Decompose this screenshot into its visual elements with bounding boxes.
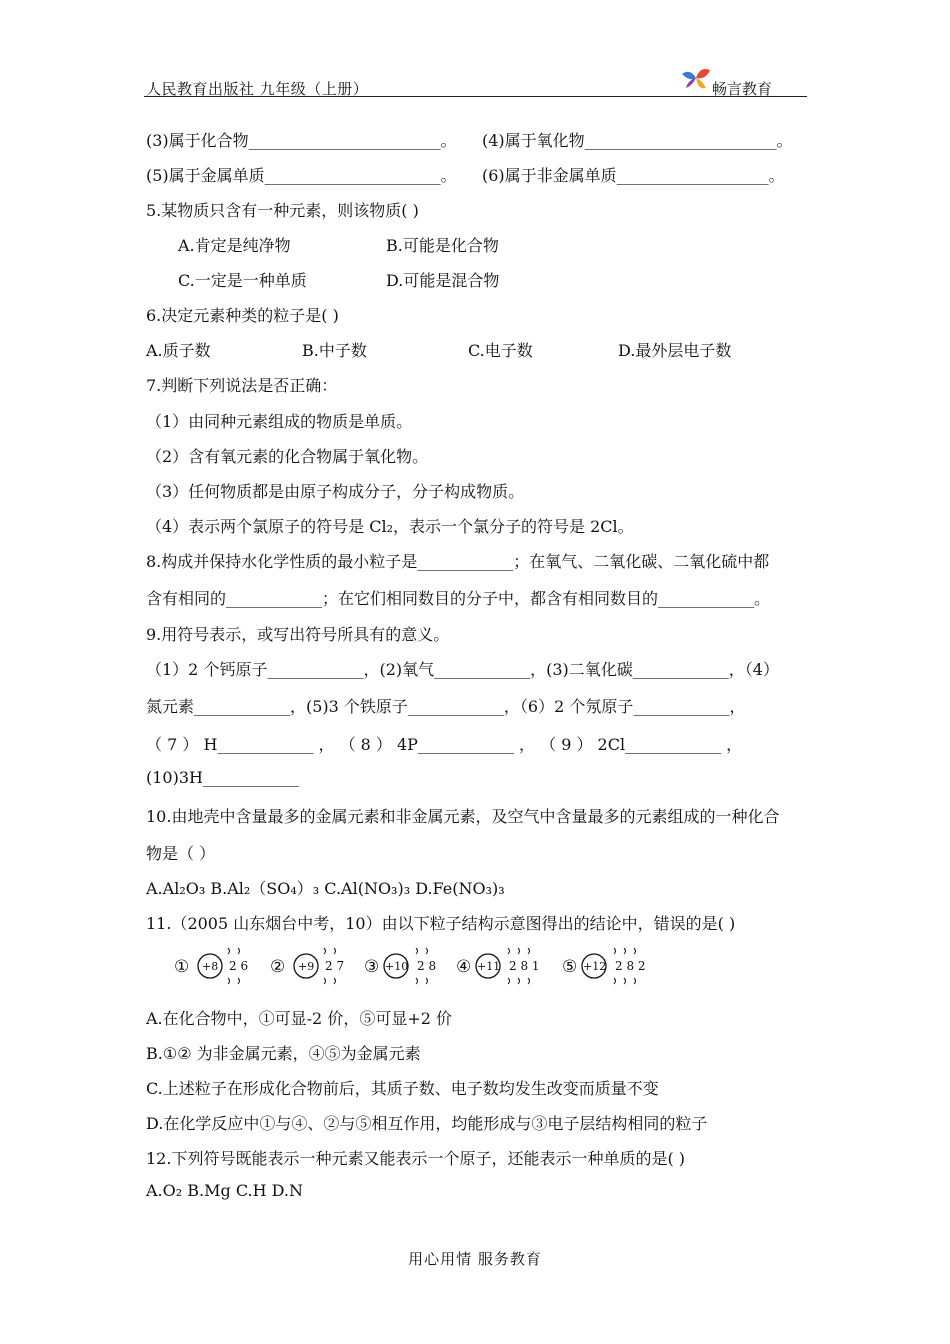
q5-option-a: A.肯定是纯净物 (178, 236, 291, 255)
q7-item-1: （1）由同种元素组成的物质是单质。 (146, 412, 413, 431)
question-11: 11.（2005 山东烟台中考，10）由以下粒子结构示意图得出的结论中，错误的是( ) (146, 914, 736, 933)
q11-option-d: D.在化学反应中①与④、②与⑤相互作用，均能形成与③电子层结构相同的粒子 (146, 1114, 708, 1133)
svg-text:2 8: 2 8 (417, 959, 437, 973)
svg-text:+11: +11 (477, 960, 501, 973)
svg-text:⑤: ⑤ (562, 957, 578, 977)
q4-3: (3)属于化合物________________________。 (146, 131, 457, 150)
q4-6: (6)属于非金属单质___________________。 (482, 166, 785, 185)
q10-options: A.Al₂O₃ B.Al₂（SO₄）₃ C.Al(NO₃)₃ D.Fe(NO₃)₃ (146, 879, 505, 898)
question-10-line1: 10.由地壳中含量最多的金属元素和非金属元素，及空气中含量最多的元素组成的一种化合 (146, 807, 780, 826)
svg-text:+10: +10 (385, 960, 409, 973)
q7-item-2: （2）含有氧元素的化合物属于氧化物。 (146, 447, 429, 466)
q11-option-a: A.在化合物中，①可显-2 价，⑤可显+2 价 (146, 1009, 452, 1028)
q6-option-d: D.最外层电子数 (618, 341, 732, 360)
q11-option-c: C.上述粒子在形成化合物前后，其质子数、电子数均发生改变而质量不变 (146, 1079, 659, 1098)
header-divider (144, 96, 807, 97)
q5-option-d: D.可能是混合物 (386, 271, 500, 290)
svg-text:④: ④ (456, 957, 472, 977)
q9-line3: （ 7 ） H____________ ， （ 8 ） 4P____________ ， （ 9 ） 2Cl____________ ， (146, 735, 743, 754)
question-9: 9.用符号表示，或写出符号所具有的意义。 (146, 625, 450, 644)
atom-4 (456, 948, 540, 984)
changyan-logo-icon (680, 66, 712, 94)
question-8-line2: 含有相同的____________；在它们相同数目的分子中，都含有相同数目的____________。 (146, 589, 771, 608)
question-12: 12.下列符号既能表示一种元素又能表示一个原子，还能表示一种单质的是( ) (146, 1149, 686, 1168)
question-5: 5.某物质只含有一种元素，则该物质( ) (146, 201, 419, 220)
q5-option-c: C.一定是一种单质 (178, 271, 307, 290)
svg-text:③: ③ (364, 957, 380, 977)
q6-option-a: A.质子数 (146, 341, 211, 360)
atom-1 (174, 948, 248, 984)
q4-5: (5)属于金属单质______________________。 (146, 166, 457, 185)
q9-line1: （1）2 个钙原子____________，(2)氧气____________，(3)二氧化碳____________，（4） (146, 660, 779, 679)
svg-text:2 8 2: 2 8 2 (615, 959, 646, 973)
q11-option-b: B.①② 为非金属元素，④⑤为金属元素 (146, 1044, 421, 1063)
question-10-line2: 物是（ ） (146, 844, 216, 863)
q6-option-c: C.电子数 (468, 341, 533, 360)
atom-structure-diagrams (172, 940, 672, 990)
q9-line2: 氮元素____________，(5)3 个铁原子____________，（6）2 个氖原子____________， (146, 697, 746, 716)
svg-text:+8: +8 (202, 960, 219, 973)
q12-options: A.O₂ B.Mg C.H D.N (146, 1181, 303, 1200)
question-7: 7.判断下列说法是否正确： (146, 376, 338, 395)
svg-text:2 6: 2 6 (229, 959, 249, 973)
question-8-line1: 8.构成并保持水化学性质的最小粒子是____________；在氧气、二氧化碳、二氧化硫中都 (146, 552, 770, 571)
atom-1-label: ① (174, 957, 190, 977)
q5-option-b: B.可能是化合物 (386, 236, 499, 255)
q6-option-b: B.中子数 (302, 341, 367, 360)
svg-text:+12: +12 (583, 960, 607, 973)
atom-5 (562, 948, 646, 984)
svg-text:②: ② (270, 957, 286, 977)
svg-text:+9: +9 (298, 960, 315, 973)
svg-text:2 8 1: 2 8 1 (509, 959, 540, 973)
question-6: 6.决定元素种类的粒子是( ) (146, 306, 339, 325)
q7-item-3: （3）任何物质都是由原子构成分子，分子构成物质。 (146, 482, 525, 501)
q9-line4: (10)3H____________ (146, 768, 299, 787)
svg-text:2 7: 2 7 (325, 959, 345, 973)
atom-2 (270, 948, 344, 984)
q7-item-4: （4）表示两个氯原子的符号是 Cl₂，表示一个氯分子的符号是 2Cl。 (146, 517, 634, 536)
q4-4: (4)属于氧化物________________________。 (482, 131, 793, 150)
header-publisher: 人民教育出版社 九年级（上册） (146, 80, 369, 98)
atom-3 (364, 948, 436, 984)
header-brand: 畅言教育 (712, 80, 773, 98)
footer-slogan: 用心用情 服务教育 (408, 1250, 542, 1268)
